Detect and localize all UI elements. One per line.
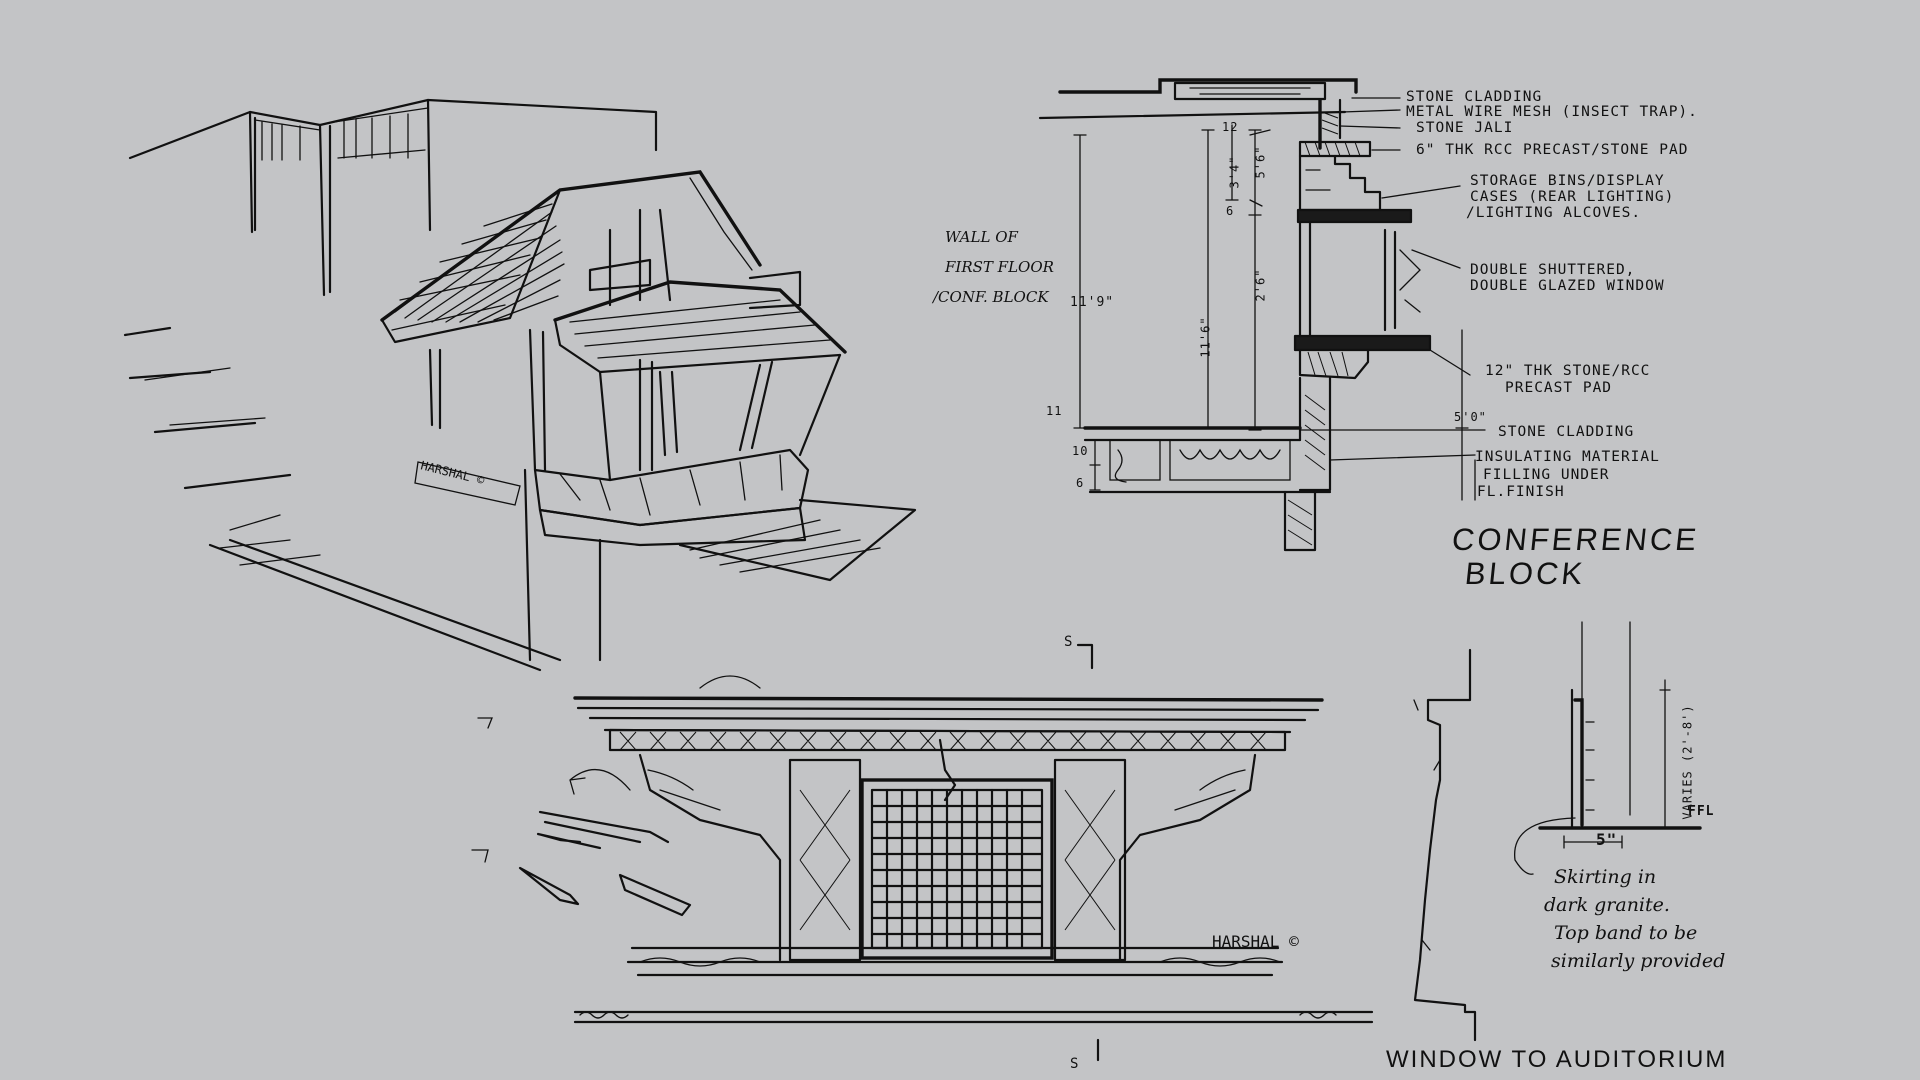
label-stone-cladding-top: STONE CLADDING — [1406, 89, 1543, 105]
perspective-signature: HARSHAL © — [419, 458, 486, 488]
label-rcc-pad-12-line2: PRECAST PAD — [1505, 380, 1613, 396]
dim-11: 11 — [1046, 404, 1063, 418]
dim-6: 6 — [1226, 204, 1235, 218]
wall-note-line1: WALL OF — [945, 228, 1018, 246]
label-stone-jali: STONE JALI — [1416, 120, 1514, 136]
section-mark-top: S — [1064, 634, 1074, 650]
label-rcc-pad-6: 6" THK RCC PRECAST/STONE PAD — [1416, 142, 1689, 158]
wall-note-line2: FIRST FLOOR — [945, 258, 1054, 276]
skirting-note-line3: Top band to be — [1554, 922, 1698, 944]
label-window-line1: DOUBLE SHUTTERED, — [1470, 262, 1636, 278]
label-storage-line3: /LIGHTING ALCOVES. — [1466, 205, 1642, 221]
label-insulating-line3: FL.FINISH — [1477, 484, 1565, 500]
dim-11-9: 11'9" — [1070, 295, 1115, 310]
conference-block-title-line1: CONFERENCE — [1450, 522, 1701, 557]
section-mark-bottom: S — [1070, 1056, 1080, 1072]
skirting-varies-dim: VARIES (2'-8') — [1680, 704, 1695, 820]
dim-5-0: 5'0" — [1454, 410, 1487, 424]
label-insulating-line1: INSULATING MATERIAL — [1475, 449, 1660, 465]
window-elevation-drawing — [472, 645, 1372, 1060]
label-storage-line2: CASES (REAR LIGHTING) — [1470, 189, 1675, 205]
skirting-detail-drawing — [1414, 622, 1700, 1040]
label-rcc-pad-12-line1: 12" THK STONE/RCC — [1485, 363, 1651, 379]
dim-12: 12 — [1222, 120, 1239, 134]
dim-2-6: 2'6" — [1253, 268, 1268, 302]
dim-6b: 6 — [1076, 476, 1085, 490]
label-storage-line1: STORAGE BINS/DISPLAY — [1470, 173, 1665, 189]
conference-block-title-line2: BLOCK — [1463, 556, 1588, 591]
window-to-auditorium-title: WINDOW TO AUDITORIUM — [1386, 1046, 1728, 1073]
label-window-line2: DOUBLE GLAZED WINDOW — [1470, 278, 1665, 294]
elevation-signature: HARSHAL © — [1212, 932, 1299, 951]
perspective-sketch — [125, 100, 915, 670]
dim-5-6: 5'6" — [1253, 145, 1268, 179]
dim-11-6: 11'6" — [1198, 316, 1213, 358]
skirting-note-line2: dark granite. — [1544, 894, 1670, 916]
skirting-ffl-label: FFL — [1688, 804, 1715, 819]
label-metal-wire-mesh: METAL WIRE MESH (INSECT TRAP). — [1406, 104, 1698, 120]
dim-10: 10 — [1072, 444, 1089, 458]
skirting-note-line4: similarly provided — [1551, 950, 1726, 972]
label-stone-cladding-bottom: STONE CLADDING — [1498, 424, 1635, 440]
skirting-5-dim: 5" — [1596, 830, 1618, 849]
dim-3-4: 3'4" — [1227, 155, 1242, 189]
label-insulating-line2: FILLING UNDER — [1483, 467, 1610, 483]
skirting-note-line1: Skirting in — [1554, 866, 1657, 888]
wall-note-line3: /CONF. BLOCK — [933, 288, 1049, 306]
